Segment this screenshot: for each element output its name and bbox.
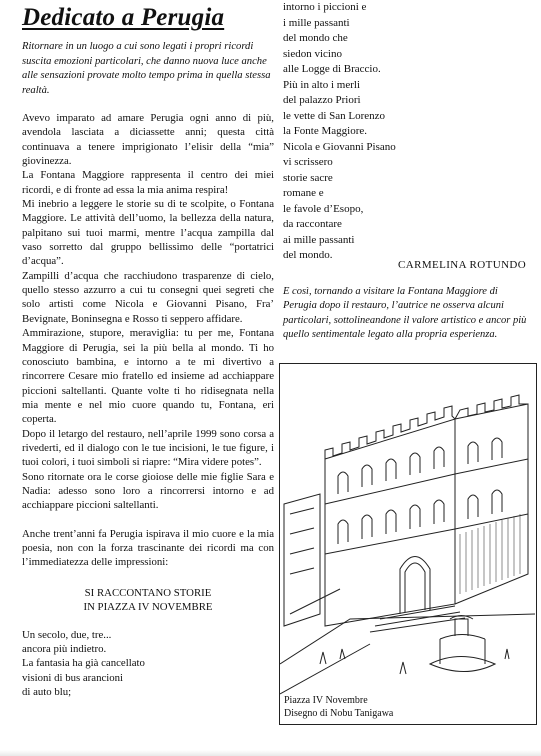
scan-shadow xyxy=(0,750,541,756)
article-intro: Ritornare in un luogo a cui sono legati i propri ricordi suscita emozioni particolari, che danno nuova luce anche alle sensazioni provate molto tempo prima in quella stessa realtà. xyxy=(22,41,271,96)
poem-line: i mille passanti xyxy=(283,16,350,29)
poem-heading-line: IN PIAZZA IV NOVEMBRE xyxy=(83,601,213,614)
palazzo-sketch xyxy=(280,364,536,724)
paragraph: Dopo il letargo del restauro, nell’aprile 1999 sono corsa a rivederti, ed il dialogo con le tue incisioni, le tue figure, i tuoi colori, i tuoi simboli si riapre: “Mira videre potes”. xyxy=(22,427,274,469)
poem-line: visioni di bus arancioni xyxy=(22,671,124,684)
poem-line: Più in alto i merli xyxy=(283,78,360,91)
right-column-poem xyxy=(283,0,523,264)
poem-line: del mondo. xyxy=(283,249,333,261)
poem-line: siedon vicino xyxy=(283,47,342,60)
caption-line: Disegno di Nobu Tanigawa xyxy=(284,707,394,719)
poem-line: da raccontare xyxy=(283,218,342,230)
editorial-note: E così, tornando a visitare la Fontana Maggiore di Perugia dopo il restauro, l’autrice ne osserva alcuni particolari, sottolineandone il valore artistico e ancor più quello sentimentale legato alla propria esperienza. xyxy=(283,286,527,341)
paragraph: Mi inebrio a leggere le storie su di te scolpite, o Fontana Maggiore. Le attività dell’uomo, la bellezza della natura, palpitano sui tuoi marmi, mentre l’acqua zampilla dal vaso sorretto dal gruppo bellissimo delle “portatrici d’acqua”. xyxy=(22,198,274,268)
paragraph: Zampilli d’acqua che racchiudono trasparenze di cielo, quello stesso azzurro a cui tu consegni quei segreti che solo artisti come Nicola e Giovanni Pisano, Fra’ Bevignate, Boninsegna e Rosso ti seppero affidare. xyxy=(22,269,274,325)
paragraph: Anche trent’anni fa Perugia ispirava il mio cuore e la mia poesia, non con la forza trascinante dei ricordi ma con l’immediatezza delle impressioni: xyxy=(22,527,274,569)
poem-line: le vette di San Lorenzo xyxy=(283,109,386,122)
poem-line: le favole d’Esopo, xyxy=(283,202,364,215)
author-name: CARMELINA ROTUNDO xyxy=(398,259,527,271)
poem-line: Un secolo, due, tre... xyxy=(22,628,112,641)
poem-line: di auto blu; xyxy=(22,685,72,698)
sketch-illustration xyxy=(279,363,537,725)
poem-line: intorno i piccioni e xyxy=(283,1,367,13)
poem-line: romane e xyxy=(283,187,324,199)
poem-line: Nicola e Giovanni Pisano xyxy=(283,140,396,153)
poem-line: vi scrissero xyxy=(283,156,333,168)
paragraph: Sono ritornate ora le corse gioiose delle mie figlie Sara e Nadia: adesso sono loro a rincorrersi intorno e ad acchiappare piccioni saltellanti. xyxy=(22,470,274,512)
poem-line: del mondo che xyxy=(283,32,348,44)
drawing-caption xyxy=(284,695,397,720)
caption-line: Piazza IV Novembre xyxy=(284,695,368,706)
poem-left xyxy=(22,628,274,699)
poem-heading xyxy=(22,586,274,615)
poem-line: ancora più indietro. xyxy=(22,642,107,655)
paragraph: La Fontana Maggiore rappresenta il centro dei miei ricordi, e di fronte ad essa la mia anima respira! xyxy=(22,169,274,196)
paragraph: Ammirazione, stupore, meraviglia: tu per me, Fontana Maggiore di Perugia, sei la più bella al mondo. Ti ho conosciuto bambina, e intorno a te mi divertivo a rincorrere Cesare mio fratello ed insieme ad acchiappare piccioni saltellanti. Quante volte ti ho ridisegnata nella mia mente e nel mio cuore quando tu, Fontana, eri coperta. xyxy=(22,327,274,426)
poem-line: La fantasia ha già cancellato xyxy=(22,657,145,670)
poem-line: ai mille passanti xyxy=(283,233,355,246)
article-title: Dedicato a Perugia xyxy=(22,4,225,31)
poem-line: del palazzo Priori xyxy=(283,94,361,106)
poem-line: storie sacre xyxy=(283,171,333,184)
poem-line: alle Logge di Braccio. xyxy=(283,63,381,75)
poem-line: la Fonte Maggiore. xyxy=(283,125,368,137)
left-column xyxy=(22,111,274,699)
poem-heading-line: SI RACCONTANO STORIE xyxy=(84,586,212,599)
paragraph: Avevo imparato ad amare Perugia ogni anno di più, avendola lasciata a diciassette anni; questa città continuava a tenere imprigionato l’elisir della “mia” giovinezza. xyxy=(22,112,274,168)
